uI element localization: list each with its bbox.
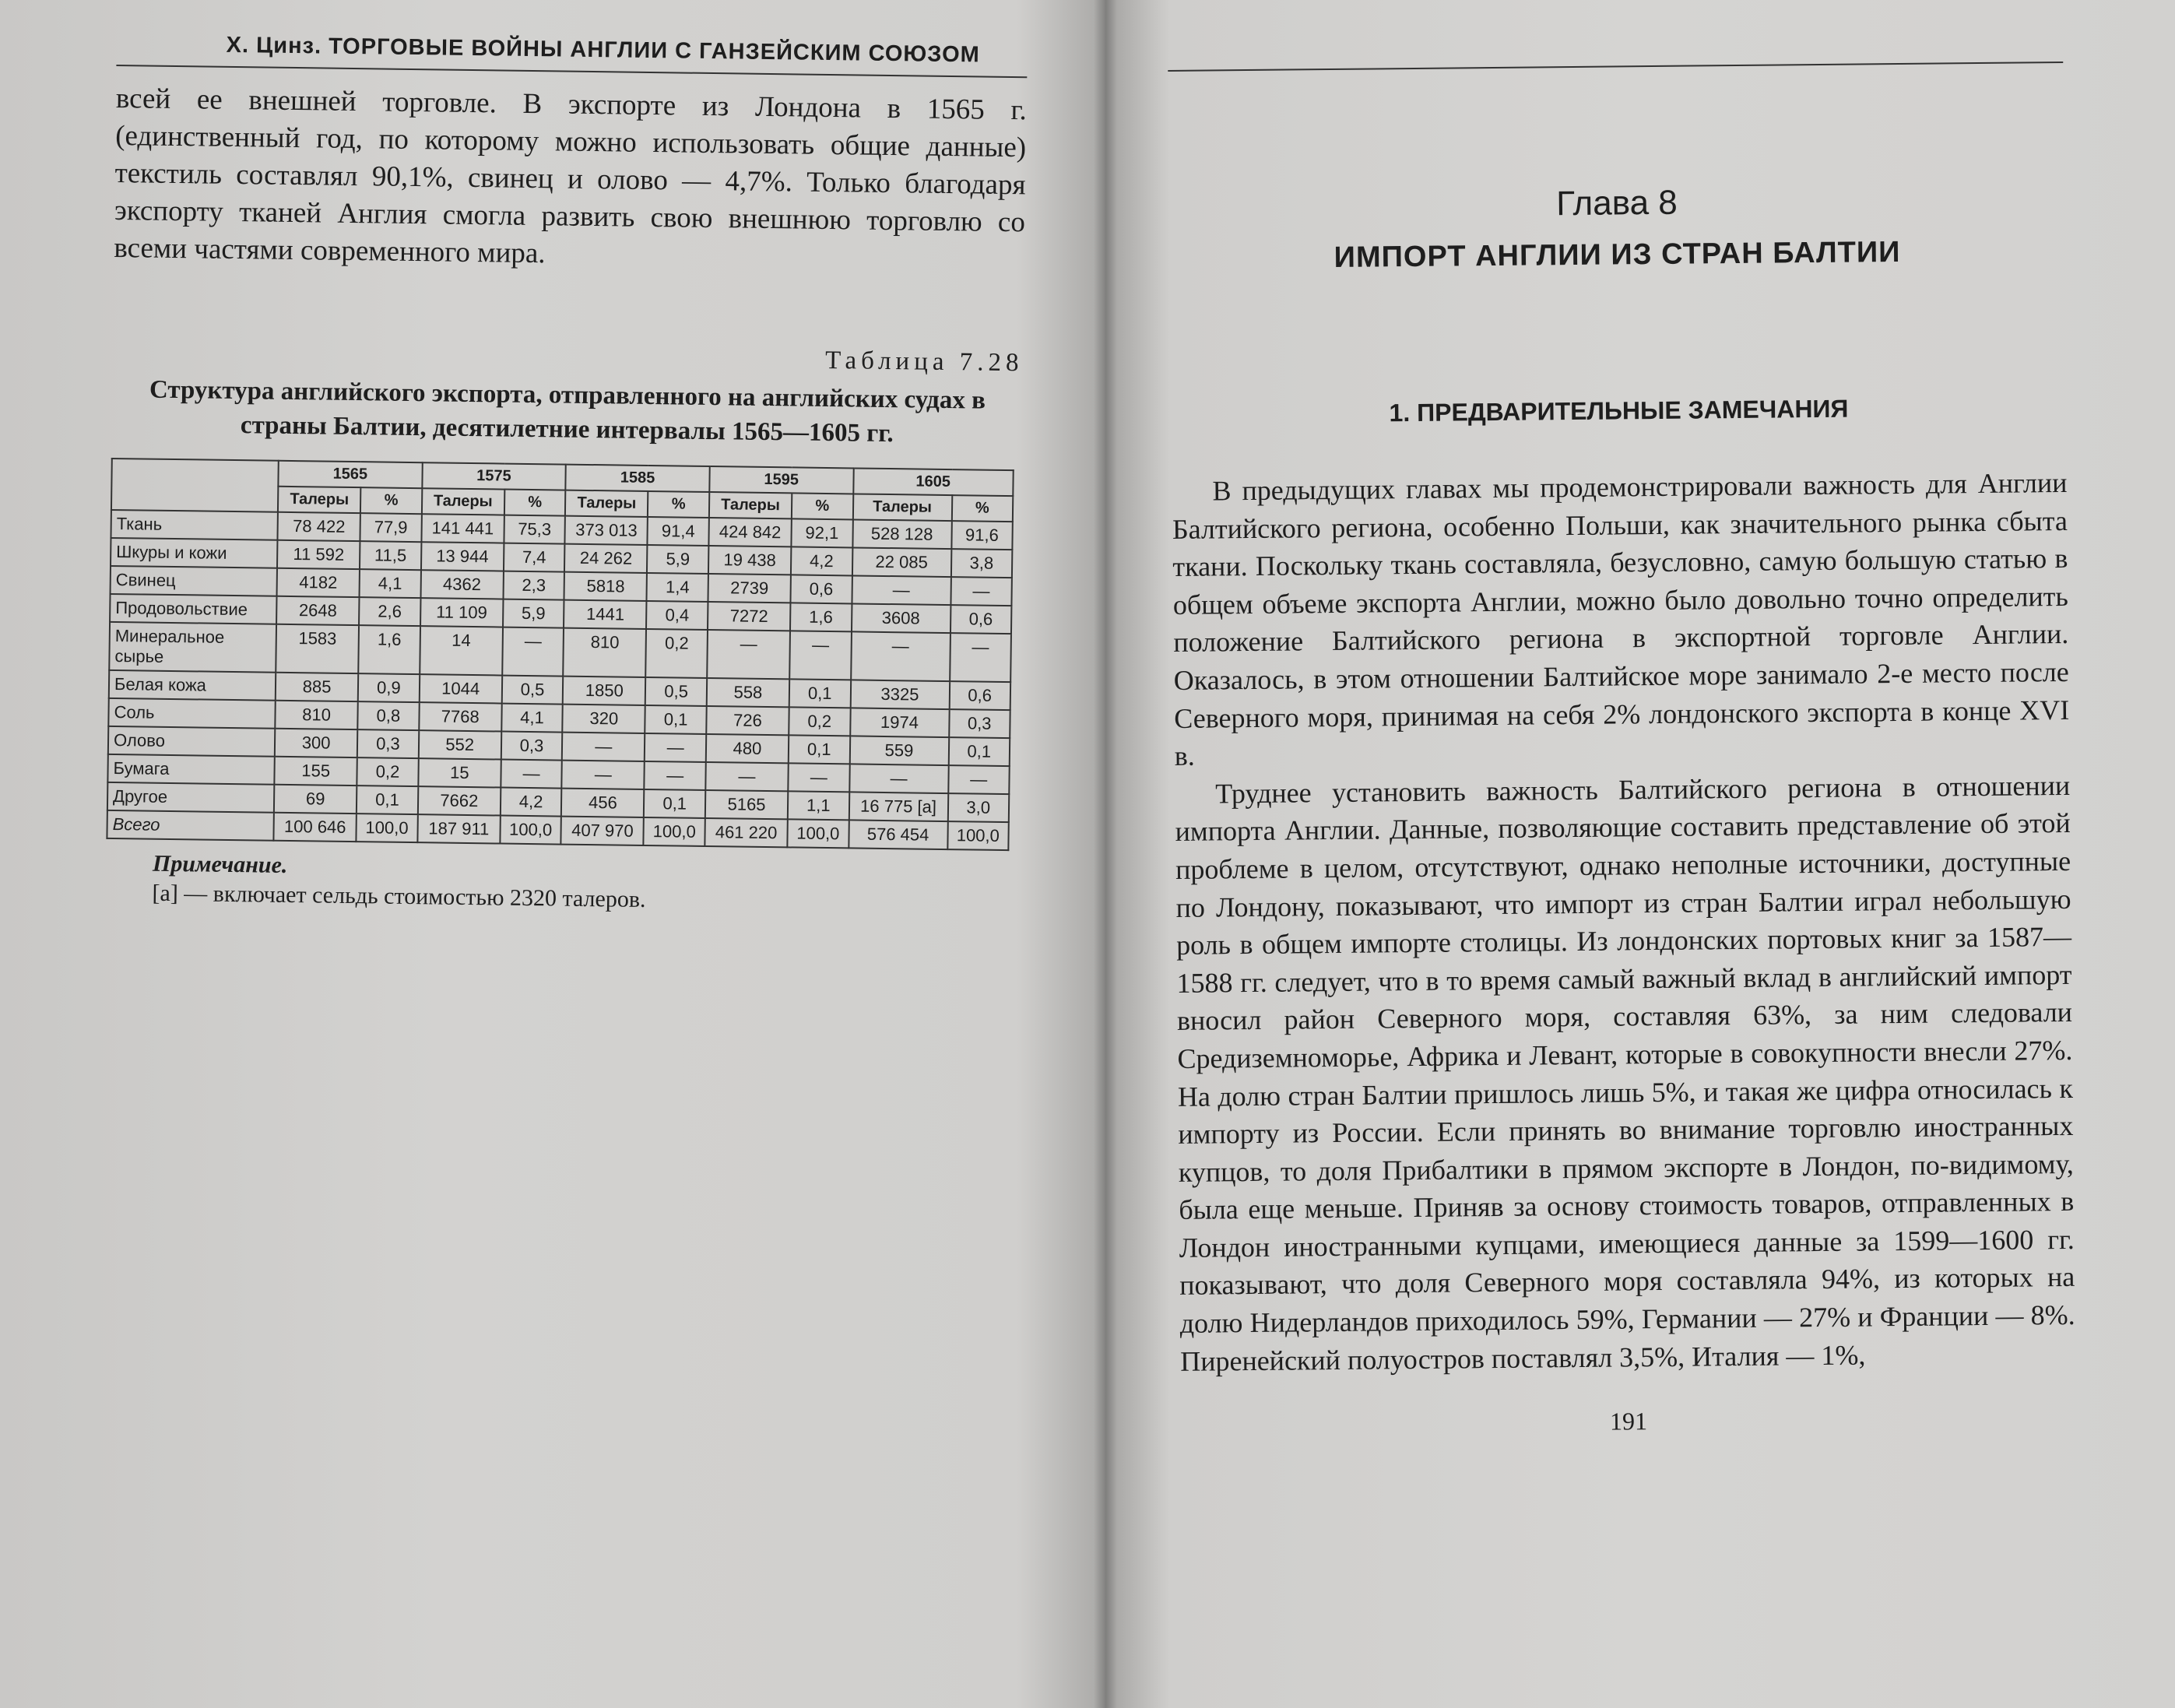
table-cell: 19 438 [708,546,792,575]
running-head: Х. Цинз. ТОРГОВЫЕ ВОЙНЫ АНГЛИИ С ГАНЗЕЙСКИМ СОЮЗОМ [226,32,980,68]
total-label: Всего [107,810,273,841]
table-cell: 69 [274,785,357,814]
table-cell: 559 [849,736,948,765]
table-cell: 0,6 [950,605,1012,634]
total-cell: 100,0 [644,817,705,846]
table-cell: 22 085 [852,547,950,577]
table-cell: 0,1 [789,735,850,764]
table-cell: 0,2 [646,629,708,678]
table-cell: 0,1 [789,679,851,708]
table-cell: 3,0 [947,793,1009,822]
table-cell: 558 [707,678,790,707]
header-rule [1168,62,2063,72]
table-cell: 480 [706,734,789,763]
table-cell: — [645,761,706,790]
table-cell: 0,4 [646,601,708,630]
row-label: Ткань [111,510,277,540]
table-cell: 0,1 [645,705,707,734]
chapter-number: Глава 8 [1555,183,1678,223]
table-cell: 1044 [419,674,502,703]
table-cell: — [851,631,950,681]
table-cell: 0,3 [357,729,419,758]
thaler-header: Талеры [852,494,951,521]
table-cell: — [948,765,1010,794]
table-cell: 24 262 [564,544,648,573]
table-cell: 11,5 [360,541,421,570]
table-cell: — [501,760,562,789]
export-table [106,458,1014,851]
section-heading: 1. ПРЕДВАРИТЕЛЬНЫЕ ЗАМЕЧАНИЯ [1389,394,1849,427]
year-header: 1585 [566,465,710,492]
table-cell: 4362 [420,570,504,599]
table-cell: 2,3 [503,571,564,600]
table-cell: 810 [275,701,358,729]
year-header: 1595 [709,466,853,494]
table-cell: 75,3 [504,515,565,544]
table-cell: 7272 [708,602,791,631]
table-cell: 0,3 [501,732,563,761]
table-cell: 4,1 [501,704,563,733]
table-cell: — [849,764,948,793]
row-label: Бумага [107,754,274,785]
total-cell: 100,0 [500,816,561,845]
table-cell: 3325 [850,680,949,709]
row-label: Белая кожа [109,670,276,701]
table-cell: 3,8 [950,549,1012,578]
table-cell: 456 [561,789,645,817]
table-cell: 300 [275,729,358,757]
table-cell: 0,6 [791,575,852,603]
table-cell: 528 128 [852,519,951,549]
table-cell: 7,4 [504,543,565,572]
percent-header: % [360,487,422,514]
thaler-header: Талеры [278,487,361,513]
right-page [1105,0,2175,1708]
note-heading: Примечание. [152,850,288,878]
table-cell: 15 [418,758,501,787]
table-cell: 14 [420,626,503,675]
table-cell: 5818 [564,572,648,601]
table-cell: 11 592 [277,540,360,569]
row-label: Другое [107,782,274,813]
year-header: 1565 [278,461,422,488]
body-text [1172,464,2075,1380]
table-cell: 1583 [276,624,359,673]
table-cell: 1441 [564,600,647,629]
table-cell: 16 775 [a] [849,792,947,821]
total-cell: 576 454 [849,820,947,849]
table-cell: 0,2 [789,707,850,736]
table-cell: 7768 [419,702,502,731]
table-cell: 552 [418,730,501,759]
table-cell: 155 [274,757,357,785]
table-cell: 0,1 [948,737,1010,766]
table-cell: — [645,733,706,762]
thaler-header: Талеры [422,488,505,515]
total-cell: 407 970 [561,817,645,845]
total-cell: 100,0 [787,819,849,848]
total-cell: 461 220 [705,818,788,847]
total-cell: 100,0 [947,821,1009,850]
table-cell: — [707,630,790,679]
percent-header: % [504,490,566,516]
table-cell: 373 013 [565,516,648,545]
corner-cell [111,459,279,512]
table-cell: 141 441 [421,514,504,543]
table-cell: — [562,733,645,761]
table-label: Таблица 7.28 [824,346,1024,378]
year-header: 1605 [853,468,1014,496]
table-cell: 0,5 [502,676,564,705]
body-paragraph: всей ее внешней торговле. В экспорте из Лондона в 1565 г. (единственный год, по которому можно использовать общие данные) текстиль составлял 90,1%, свинец и олово — 4,7%. Только благодаря экспорту тканей Англия смогла развить свою внешнюю торговлю со всеми частями современного мира. [114,82,1028,270]
book-gutter [1094,0,1117,1708]
table-cell: 0,5 [645,677,707,706]
row-label: Шкуры и кожи [111,538,277,568]
table-cell: 810 [563,628,646,677]
percent-header: % [648,491,709,518]
table-cell: 0,8 [357,701,419,730]
page-number: 191 [1609,1407,1648,1436]
table-cell: 726 [706,706,789,735]
thaler-header: Талеры [709,492,792,518]
table-cell: 1,4 [647,573,708,602]
table-cell: 4182 [277,568,360,597]
table-cell: 91,4 [648,517,709,546]
table-cell: 2,6 [359,597,420,626]
total-cell: 100,0 [357,814,418,842]
table-cell: 7662 [417,786,501,815]
paragraph: Труднее установить важность Балтийского региона в отношении импорта Англии. Данные, позволяющие составить представление об этой проблеме в целом, отсутствуют, однако неполные источники, доступные по Лондону, показывают, что импорт из стран Балтии играл небольшую роль в общем импорте столицы. Из лондонских портовых книг за 1587—1588 гг. следует, что в то время самый важный вклад в английский импорт вносил район Северного моря, составляя 63%, за ним следовали Средиземноморье, Африка и Левант, которые в совокупности внесли 27%. На долю стран Балтии пришлось лишь 5%, и такая же цифра относилась к импорту из России. Если принять во внимание торговлю иностранных купцов, то доля Прибалтики в прямом экспорте в Лондон, по-видимому, была еще меньше. Приняв за основу стоимость товаров, отправленных в Лондон иностранными купцами, имеющиеся данные за 1599—1600 гг. показывают, что доля Северного моря составляла 94%, из которых на долю Нидерландов приходилось 59%, Германии — 27% и Франции — 8%. Пиренейский полуостров поставлял 3,5%, Италия — 1%, [1175,769,2075,1377]
table-cell: 0,1 [357,785,418,814]
table-cell: 4,2 [501,788,562,817]
table-cell: — [950,633,1011,682]
table-body [107,510,1012,850]
table-cell: 1,1 [788,791,849,820]
row-label: Олово [108,726,275,757]
table-cell: 0,2 [357,757,419,786]
table-cell: 0,6 [949,681,1010,710]
note-text: [a] — включает сельдь стоимостью 2320 талеров. [152,880,646,912]
table-cell: — [705,762,789,791]
total-cell: 187 911 [417,814,501,843]
row-label: Продовольствие [110,594,276,624]
table-cell: 11 109 [420,598,504,627]
percent-header: % [792,493,853,519]
table-cell: 91,6 [951,521,1013,550]
paragraph: В предыдущих главах мы продемонстрировали важность для Англии Балтийского региона, особенно Польши, как значительного рынка сбыта ткани. Поскольку ткань составляла, безусловно, самую большую статью в общем объеме экспорта Англии, можно было довольно точно определить положение Балтийского региона в экспортной торговле Англии. Оказалось, в этом отношении Балтийское море занимало 2-е место после Северного моря, принимая на себя 2% лондонского экспорта в конце XVI в. [1172,466,2070,772]
table-cell: — [950,577,1012,606]
table-cell: 1850 [563,677,646,705]
year-header: 1575 [422,462,566,490]
chapter-title: ИМПОРТ АНГЛИИ ИЗ СТРАН БАЛТИИ [1333,235,1901,274]
table-cell: 0,1 [644,789,705,818]
table-cell: — [788,763,849,792]
table-cell: 1,6 [790,603,852,631]
table-cell: 2739 [708,574,791,603]
row-label: Минеральное сырье [109,622,276,673]
table-cell: — [789,631,851,680]
percent-header: % [951,495,1013,522]
table-cell: 1974 [850,708,949,737]
table-cell: 13 944 [421,542,504,571]
table-cell: 320 [563,705,646,733]
table-cell: 77,9 [360,513,422,542]
table-cell: 4,2 [791,546,852,575]
table-cell: — [562,761,645,789]
table-title: Структура английского экспорта, отправленного на английских судах в страны Балтии, десятилетние интервалы 1565—1605 гг. [149,375,986,448]
table-cell: 5,9 [647,545,708,574]
table-cell: 0,9 [358,673,420,702]
table-cell: 78 422 [277,512,360,541]
table-cell: 885 [276,673,359,701]
row-label: Свинец [111,566,277,596]
table-cell: 5,9 [503,599,564,628]
table-cell: — [852,575,950,605]
table-cell: 3608 [851,603,950,633]
thaler-header: Талеры [565,490,648,517]
table-cell: 0,3 [949,709,1010,738]
table-cell: — [502,627,564,677]
total-cell: 100 646 [273,813,357,842]
table-cell: 1,6 [358,625,420,674]
table-cell: 2648 [276,596,360,625]
table-cell: 92,1 [791,518,852,547]
table-cell: 4,1 [360,569,421,598]
table-cell: 424 842 [708,518,792,546]
row-label: Соль [108,698,275,729]
table-cell: 5165 [705,790,789,819]
